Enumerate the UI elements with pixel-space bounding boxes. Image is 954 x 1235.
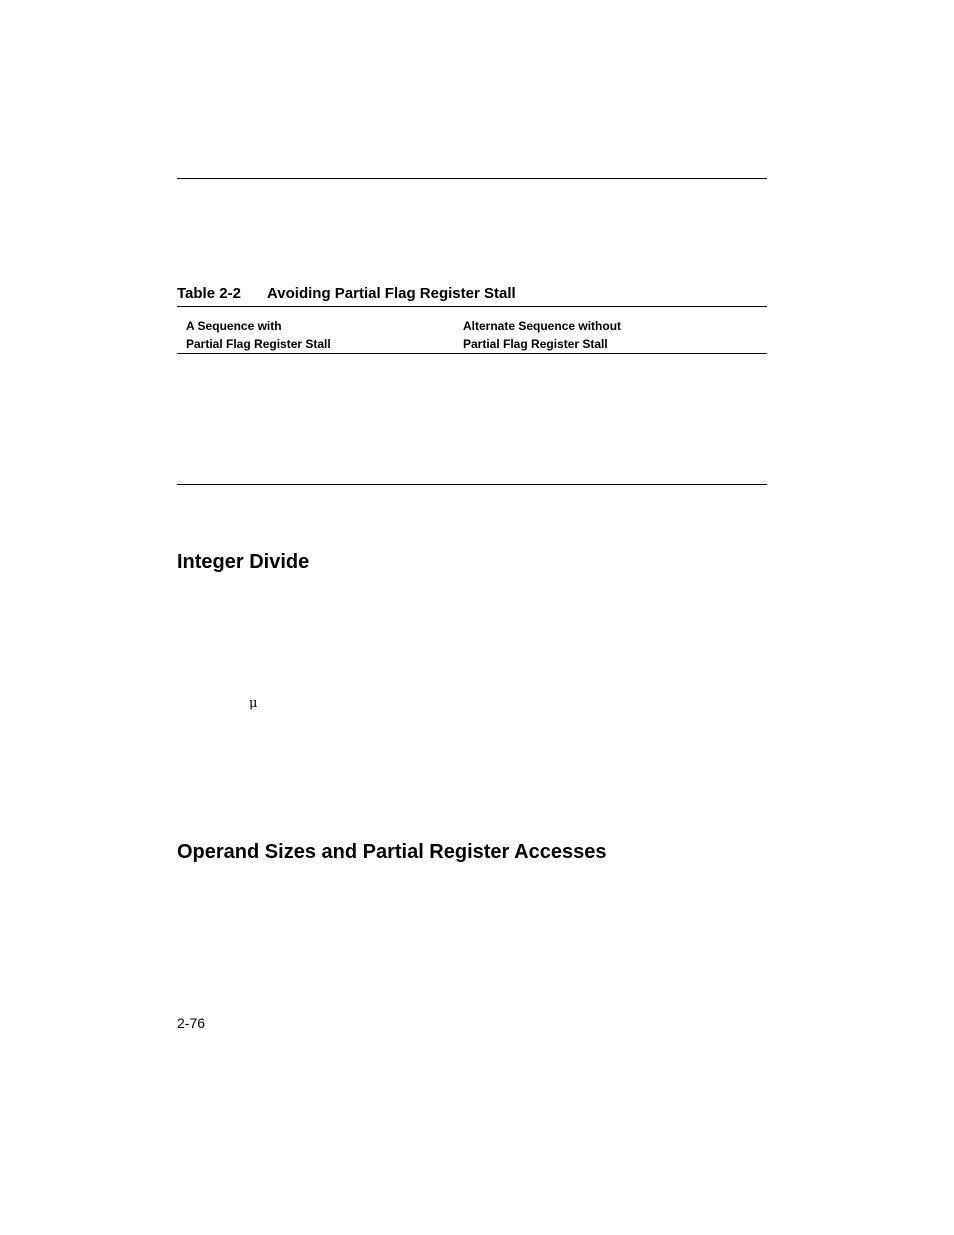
table-caption-number: Table 2-2	[177, 285, 241, 302]
page-number: 2-76	[177, 1015, 206, 1031]
section-heading-integer-divide: Integer Divide	[177, 551, 310, 573]
micro-symbol: μ	[249, 696, 258, 711]
top-rule	[177, 178, 767, 179]
column-header-line: Partial Flag Register Stall	[186, 337, 331, 351]
column-header-line: A Sequence with	[186, 319, 282, 333]
column-header-line: Partial Flag Register Stall	[463, 337, 608, 351]
table-end-rule	[177, 484, 767, 485]
column-header-line: Alternate Sequence without	[463, 319, 622, 333]
table-column-header-without-stall	[463, 317, 621, 353]
section-heading-operand-sizes: Operand Sizes and Partial Register Accesses	[177, 841, 607, 863]
table-header-rule	[177, 353, 767, 354]
table-column-header-with-stall	[186, 317, 331, 353]
table-caption-rule	[177, 306, 767, 307]
table-caption-title: Avoiding Partial Flag Register Stall	[267, 285, 516, 302]
table-caption	[177, 285, 516, 302]
